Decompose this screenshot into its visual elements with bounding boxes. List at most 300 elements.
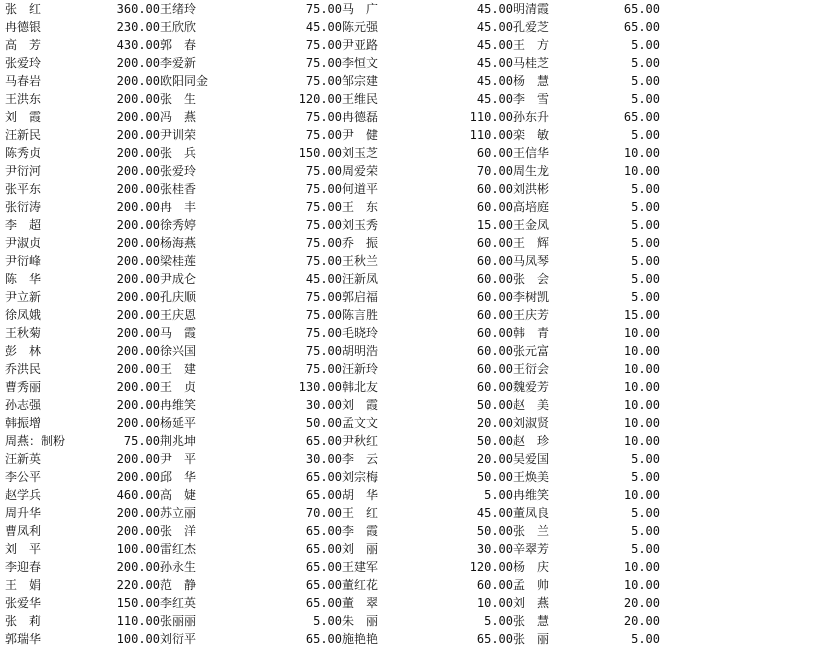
amount-col2: 75.00 xyxy=(305,326,342,340)
name-col3: 汪新玲 xyxy=(342,362,379,376)
amount-col3: 60.00 xyxy=(476,326,513,340)
name-col2: 尹 平 xyxy=(160,452,197,466)
table-row xyxy=(0,36,813,54)
name-col2: 马 霞 xyxy=(160,326,197,340)
amount-col1: 200.00 xyxy=(116,398,160,412)
name-col3: 马 广 xyxy=(342,2,379,16)
name-col2: 杨海燕 xyxy=(160,236,197,250)
name-col3: 施艳艳 xyxy=(342,632,379,646)
amount-col4: 5.00 xyxy=(631,218,660,232)
amount-col4: 10.00 xyxy=(623,434,660,448)
amount-col4: 5.00 xyxy=(631,632,660,646)
amount-col2: 65.00 xyxy=(305,524,342,538)
name-col4: 孔爱芝 xyxy=(513,20,550,34)
amount-col1: 200.00 xyxy=(116,344,160,358)
name-col4: 王金凤 xyxy=(513,218,550,232)
name-col2: 徐兴国 xyxy=(160,344,197,358)
name-col2: 尹训荣 xyxy=(160,128,197,142)
amount-col3: 60.00 xyxy=(476,236,513,250)
amount-col3: 60.00 xyxy=(476,200,513,214)
name-col2: 梁桂莲 xyxy=(160,254,197,268)
name-col2: 张爱玲 xyxy=(160,164,197,178)
amount-col4: 5.00 xyxy=(631,506,660,520)
amount-col4: 5.00 xyxy=(631,452,660,466)
amount-col4: 5.00 xyxy=(631,128,660,142)
amount-col4: 5.00 xyxy=(631,470,660,484)
name-col3: 董红花 xyxy=(342,578,379,592)
amount-col4: 10.00 xyxy=(623,380,660,394)
amount-col3: 60.00 xyxy=(476,308,513,322)
name-col1: 冉德银 xyxy=(5,20,42,34)
amount-col1: 200.00 xyxy=(116,380,160,394)
table-row xyxy=(0,54,813,72)
name-col1: 尹衍河 xyxy=(5,164,42,178)
name-col3: 尹亚路 xyxy=(342,38,379,52)
amount-col4: 10.00 xyxy=(623,146,660,160)
amount-col3: 65.00 xyxy=(476,632,513,646)
name-col1: 乔洪民 xyxy=(5,362,42,376)
amount-col2: 150.00 xyxy=(298,146,342,160)
amount-col2: 30.00 xyxy=(305,398,342,412)
name-col2: 范 静 xyxy=(160,578,197,592)
name-col1: 尹衍峰 xyxy=(5,254,42,268)
name-col3: 朱 丽 xyxy=(342,614,379,628)
amount-col2: 65.00 xyxy=(305,470,342,484)
name-col4: 孙东升 xyxy=(513,110,550,124)
amount-col3: 110.00 xyxy=(469,110,513,124)
amount-col2: 70.00 xyxy=(305,506,342,520)
name-col2: 刘衍平 xyxy=(160,632,197,646)
name-col2: 郭 春 xyxy=(160,38,197,52)
name-col1: 王秋菊 xyxy=(5,326,42,340)
amount-col1: 200.00 xyxy=(116,110,160,124)
name-col2: 雷红杰 xyxy=(160,542,197,556)
amount-col2: 75.00 xyxy=(305,308,342,322)
amount-col2: 130.00 xyxy=(298,380,342,394)
amount-col4: 10.00 xyxy=(623,578,660,592)
name-col3: 胡明浩 xyxy=(342,344,379,358)
name-col1: 陈秀贞 xyxy=(5,146,42,160)
name-col4: 冉维笑 xyxy=(513,488,550,502)
name-col1: 马春岩 xyxy=(5,74,42,88)
table-row xyxy=(0,216,813,234)
amount-col2: 65.00 xyxy=(305,596,342,610)
name-col3: 何道平 xyxy=(342,182,379,196)
name-col4: 董凤良 xyxy=(513,506,550,520)
name-col3: 王 红 xyxy=(342,506,379,520)
amount-col2: 5.00 xyxy=(313,614,342,628)
name-col2: 张桂香 xyxy=(160,182,197,196)
name-col2: 张 洋 xyxy=(160,524,197,538)
amount-col2: 45.00 xyxy=(305,272,342,286)
name-col4: 魏爱芳 xyxy=(513,380,550,394)
table-row xyxy=(0,144,813,162)
name-col3: 郭启福 xyxy=(342,290,379,304)
table-row xyxy=(0,342,813,360)
name-col3: 李恒文 xyxy=(342,56,379,70)
table-row xyxy=(0,72,813,90)
amount-col1: 200.00 xyxy=(116,416,160,430)
amount-col1: 100.00 xyxy=(116,632,160,646)
amount-col3: 60.00 xyxy=(476,380,513,394)
name-col4: 赵 珍 xyxy=(513,434,550,448)
amount-col4: 10.00 xyxy=(623,398,660,412)
amount-col2: 75.00 xyxy=(305,56,342,70)
amount-col3: 60.00 xyxy=(476,182,513,196)
name-col1: 张衍涛 xyxy=(5,200,42,214)
table-row xyxy=(0,594,813,612)
amount-col4: 10.00 xyxy=(623,560,660,574)
name-col1: 高 芳 xyxy=(5,38,42,52)
amount-col3: 60.00 xyxy=(476,272,513,286)
table-row xyxy=(0,162,813,180)
amount-col4: 10.00 xyxy=(623,344,660,358)
amount-col3: 60.00 xyxy=(476,578,513,592)
amount-col1: 430.00 xyxy=(116,38,160,52)
name-col1: 刘 霞 xyxy=(5,110,42,124)
table-row xyxy=(0,108,813,126)
name-col3: 尹 健 xyxy=(342,128,379,142)
table-row xyxy=(0,324,813,342)
amount-col2: 75.00 xyxy=(305,236,342,250)
name-col4: 王信华 xyxy=(513,146,550,160)
amount-col2: 65.00 xyxy=(305,542,342,556)
amount-col2: 75.00 xyxy=(305,254,342,268)
name-col3: 王 东 xyxy=(342,200,379,214)
name-col2: 荆兆坤 xyxy=(160,434,197,448)
table-row xyxy=(0,0,813,18)
amount-col1: 200.00 xyxy=(116,92,160,106)
name-col4: 栾 敏 xyxy=(513,128,550,142)
amount-col4: 5.00 xyxy=(631,56,660,70)
name-col4: 张 会 xyxy=(513,272,550,286)
table-row xyxy=(0,396,813,414)
table-row xyxy=(0,270,813,288)
name-col4: 辛翠芳 xyxy=(513,542,550,556)
amount-col3: 45.00 xyxy=(476,74,513,88)
amount-col1: 75.00 xyxy=(123,434,160,448)
name-col4: 刘淑贤 xyxy=(513,416,550,430)
amount-col1: 220.00 xyxy=(116,578,160,592)
amount-col1: 200.00 xyxy=(116,128,160,142)
amount-col2: 75.00 xyxy=(305,128,342,142)
amount-col2: 50.00 xyxy=(305,416,342,430)
name-col2: 张 生 xyxy=(160,92,197,106)
name-col3: 王维民 xyxy=(342,92,379,106)
amount-col1: 200.00 xyxy=(116,506,160,520)
amount-col2: 65.00 xyxy=(305,632,342,646)
amount-col2: 65.00 xyxy=(305,488,342,502)
name-col1: 陈 华 xyxy=(5,272,42,286)
amount-col4: 5.00 xyxy=(631,524,660,538)
amount-col3: 120.00 xyxy=(469,560,513,574)
amount-col4: 15.00 xyxy=(623,308,660,322)
amount-col3: 15.00 xyxy=(476,218,513,232)
amount-col2: 45.00 xyxy=(305,20,342,34)
name-col4: 孟 帅 xyxy=(513,578,550,592)
name-col2: 高 婕 xyxy=(160,488,197,502)
name-col4: 周生龙 xyxy=(513,164,550,178)
amount-col1: 230.00 xyxy=(116,20,160,34)
amount-col3: 20.00 xyxy=(476,416,513,430)
name-col1: 周燕：制粉 xyxy=(5,434,66,448)
amount-col1: 200.00 xyxy=(116,290,160,304)
name-col3: 周爱荣 xyxy=(342,164,379,178)
amount-col1: 200.00 xyxy=(116,218,160,232)
name-col4: 马凤琴 xyxy=(513,254,550,268)
amount-col2: 75.00 xyxy=(305,110,342,124)
name-col4: 张 兰 xyxy=(513,524,550,538)
amount-col1: 200.00 xyxy=(116,524,160,538)
amount-col3: 45.00 xyxy=(476,506,513,520)
name-col4: 张 丽 xyxy=(513,632,550,646)
amount-col4: 5.00 xyxy=(631,200,660,214)
table-row xyxy=(0,288,813,306)
amount-col4: 5.00 xyxy=(631,290,660,304)
amount-col4: 5.00 xyxy=(631,254,660,268)
amount-col2: 120.00 xyxy=(298,92,342,106)
name-col3: 王建军 xyxy=(342,560,379,574)
name-col1: 徐凤娥 xyxy=(5,308,42,322)
name-col3: 刘玉秀 xyxy=(342,218,379,232)
name-col2: 王 贞 xyxy=(160,380,197,394)
name-col1: 王 娟 xyxy=(5,578,42,592)
amount-col3: 50.00 xyxy=(476,398,513,412)
amount-col2: 75.00 xyxy=(305,290,342,304)
name-col3: 邹宗建 xyxy=(342,74,379,88)
name-col3: 汪新凤 xyxy=(342,272,379,286)
name-col1: 韩振增 xyxy=(5,416,42,430)
name-col1: 张爱玲 xyxy=(5,56,42,70)
amount-col4: 5.00 xyxy=(631,92,660,106)
amount-col1: 200.00 xyxy=(116,362,160,376)
amount-col1: 200.00 xyxy=(116,74,160,88)
amount-col4: 10.00 xyxy=(623,416,660,430)
amount-col3: 5.00 xyxy=(484,614,513,628)
name-col2: 王绪玲 xyxy=(160,2,197,16)
table-row xyxy=(0,504,813,522)
name-col4: 刘 燕 xyxy=(513,596,550,610)
table-row xyxy=(0,18,813,36)
amount-col2: 75.00 xyxy=(305,218,342,232)
name-col4: 刘洪彬 xyxy=(513,182,550,196)
table-row xyxy=(0,558,813,576)
amount-col2: 30.00 xyxy=(305,452,342,466)
amount-col3: 45.00 xyxy=(476,2,513,16)
amount-col2: 75.00 xyxy=(305,344,342,358)
amount-col4: 20.00 xyxy=(623,614,660,628)
amount-col4: 10.00 xyxy=(623,488,660,502)
name-col1: 周升华 xyxy=(5,506,42,520)
amount-col3: 60.00 xyxy=(476,146,513,160)
table-row xyxy=(0,576,813,594)
table-row xyxy=(0,414,813,432)
name-col3: 胡 华 xyxy=(342,488,379,502)
amount-col3: 30.00 xyxy=(476,542,513,556)
name-col2: 王 建 xyxy=(160,362,197,376)
amount-col2: 75.00 xyxy=(305,38,342,52)
name-col3: 陈言胜 xyxy=(342,308,379,322)
amount-col3: 45.00 xyxy=(476,20,513,34)
table-row xyxy=(0,180,813,198)
amount-col2: 75.00 xyxy=(305,362,342,376)
name-col2: 杨延平 xyxy=(160,416,197,430)
name-col2: 孔庆顺 xyxy=(160,290,197,304)
name-col1: 李迎春 xyxy=(5,560,42,574)
amount-col3: 50.00 xyxy=(476,434,513,448)
table-row xyxy=(0,540,813,558)
amount-col1: 200.00 xyxy=(116,182,160,196)
name-col2: 徐秀婷 xyxy=(160,218,197,232)
name-col4: 张元富 xyxy=(513,344,550,358)
name-col3: 陈元强 xyxy=(342,20,379,34)
amount-col3: 60.00 xyxy=(476,254,513,268)
name-col2: 王庆恩 xyxy=(160,308,197,322)
amount-col1: 100.00 xyxy=(116,542,160,556)
amount-col1: 200.00 xyxy=(116,146,160,160)
name-col4: 李 雪 xyxy=(513,92,550,106)
amount-col3: 60.00 xyxy=(476,290,513,304)
name-col4: 杨 慧 xyxy=(513,74,550,88)
table-row xyxy=(0,234,813,252)
name-col1: 孙志强 xyxy=(5,398,42,412)
amount-col3: 60.00 xyxy=(476,344,513,358)
table-row xyxy=(0,468,813,486)
amount-col4: 65.00 xyxy=(623,20,660,34)
name-col2: 冯 燕 xyxy=(160,110,197,124)
name-col1: 刘 平 xyxy=(5,542,42,556)
name-col3: 刘 丽 xyxy=(342,542,379,556)
table-row xyxy=(0,252,813,270)
name-col4: 张 慧 xyxy=(513,614,550,628)
name-col1: 彭 林 xyxy=(5,344,42,358)
table-row xyxy=(0,432,813,450)
name-col1: 尹立新 xyxy=(5,290,42,304)
name-col1: 张 莉 xyxy=(5,614,42,628)
name-col3: 刘宗梅 xyxy=(342,470,379,484)
name-col1: 王洪东 xyxy=(5,92,42,106)
amount-col3: 45.00 xyxy=(476,56,513,70)
amount-col3: 60.00 xyxy=(476,362,513,376)
name-col4: 杨 庆 xyxy=(513,560,550,574)
amount-col3: 45.00 xyxy=(476,38,513,52)
amount-col1: 200.00 xyxy=(116,164,160,178)
name-col4: 王庆芳 xyxy=(513,308,550,322)
amount-col4: 10.00 xyxy=(623,326,660,340)
name-col4: 王衍会 xyxy=(513,362,550,376)
amount-col2: 65.00 xyxy=(305,578,342,592)
amount-col1: 200.00 xyxy=(116,236,160,250)
amount-col1: 200.00 xyxy=(116,326,160,340)
name-col3: 尹秋红 xyxy=(342,434,379,448)
table-row xyxy=(0,90,813,108)
name-col2: 张丽丽 xyxy=(160,614,197,628)
table-row xyxy=(0,450,813,468)
amount-col1: 200.00 xyxy=(116,470,160,484)
amount-col4: 10.00 xyxy=(623,164,660,178)
name-col3: 刘 霞 xyxy=(342,398,379,412)
amount-col2: 75.00 xyxy=(305,182,342,196)
name-col1: 张平东 xyxy=(5,182,42,196)
name-col1: 张爱华 xyxy=(5,596,42,610)
name-col1: 赵学兵 xyxy=(5,488,42,502)
name-col3: 孟文文 xyxy=(342,416,379,430)
name-col3: 董 翠 xyxy=(342,596,379,610)
amount-col3: 70.00 xyxy=(476,164,513,178)
table-row xyxy=(0,198,813,216)
amount-col3: 50.00 xyxy=(476,470,513,484)
name-col4: 吴爱国 xyxy=(513,452,550,466)
amount-col2: 75.00 xyxy=(305,200,342,214)
amount-col4: 10.00 xyxy=(623,362,660,376)
table-row xyxy=(0,630,813,648)
name-col2: 冉维笑 xyxy=(160,398,197,412)
amount-col4: 65.00 xyxy=(623,2,660,16)
name-col4: 高培庭 xyxy=(513,200,550,214)
table-row xyxy=(0,306,813,324)
name-col3: 李 云 xyxy=(342,452,379,466)
amount-col2: 75.00 xyxy=(305,2,342,16)
amount-col3: 10.00 xyxy=(476,596,513,610)
amount-col3: 50.00 xyxy=(476,524,513,538)
amount-col1: 200.00 xyxy=(116,200,160,214)
name-col3: 韩北友 xyxy=(342,380,379,394)
amount-col4: 5.00 xyxy=(631,38,660,52)
name-col3: 毛晓玲 xyxy=(342,326,379,340)
amount-col1: 200.00 xyxy=(116,452,160,466)
name-col4: 明清霞 xyxy=(513,2,550,16)
table-row xyxy=(0,612,813,630)
table-row xyxy=(0,360,813,378)
name-col2: 邱 华 xyxy=(160,470,197,484)
amount-col1: 200.00 xyxy=(116,272,160,286)
amount-col1: 460.00 xyxy=(116,488,160,502)
amount-col4: 5.00 xyxy=(631,272,660,286)
amount-col4: 5.00 xyxy=(631,74,660,88)
name-col1: 张 红 xyxy=(5,2,42,16)
name-col2: 冉 丰 xyxy=(160,200,197,214)
amount-col2: 65.00 xyxy=(305,434,342,448)
name-col4: 王焕美 xyxy=(513,470,550,484)
name-col3: 王秋兰 xyxy=(342,254,379,268)
name-col3: 刘玉芝 xyxy=(342,146,379,160)
amount-col4: 20.00 xyxy=(623,596,660,610)
name-col2: 李红英 xyxy=(160,596,197,610)
table-row xyxy=(0,126,813,144)
name-col1: 尹淑贞 xyxy=(5,236,42,250)
name-col4: 王 辉 xyxy=(513,236,550,250)
name-col4: 韩 青 xyxy=(513,326,550,340)
name-col3: 李 霞 xyxy=(342,524,379,538)
amount-col3: 45.00 xyxy=(476,92,513,106)
name-col2: 张 兵 xyxy=(160,146,197,160)
amount-col3: 110.00 xyxy=(469,128,513,142)
name-col4: 李树凯 xyxy=(513,290,550,304)
amount-col2: 75.00 xyxy=(305,164,342,178)
name-col1: 曹凤利 xyxy=(5,524,42,538)
amount-col1: 110.00 xyxy=(116,614,160,628)
name-col2: 王欣欣 xyxy=(160,20,197,34)
name-col3: 乔 振 xyxy=(342,236,379,250)
amount-col1: 360.00 xyxy=(116,2,160,16)
amount-col3: 20.00 xyxy=(476,452,513,466)
name-col1: 李公平 xyxy=(5,470,42,484)
name-col2: 苏立丽 xyxy=(160,506,197,520)
name-col1: 李 超 xyxy=(5,218,42,232)
amount-col1: 200.00 xyxy=(116,308,160,322)
amount-col1: 200.00 xyxy=(116,560,160,574)
amount-col1: 150.00 xyxy=(116,596,160,610)
